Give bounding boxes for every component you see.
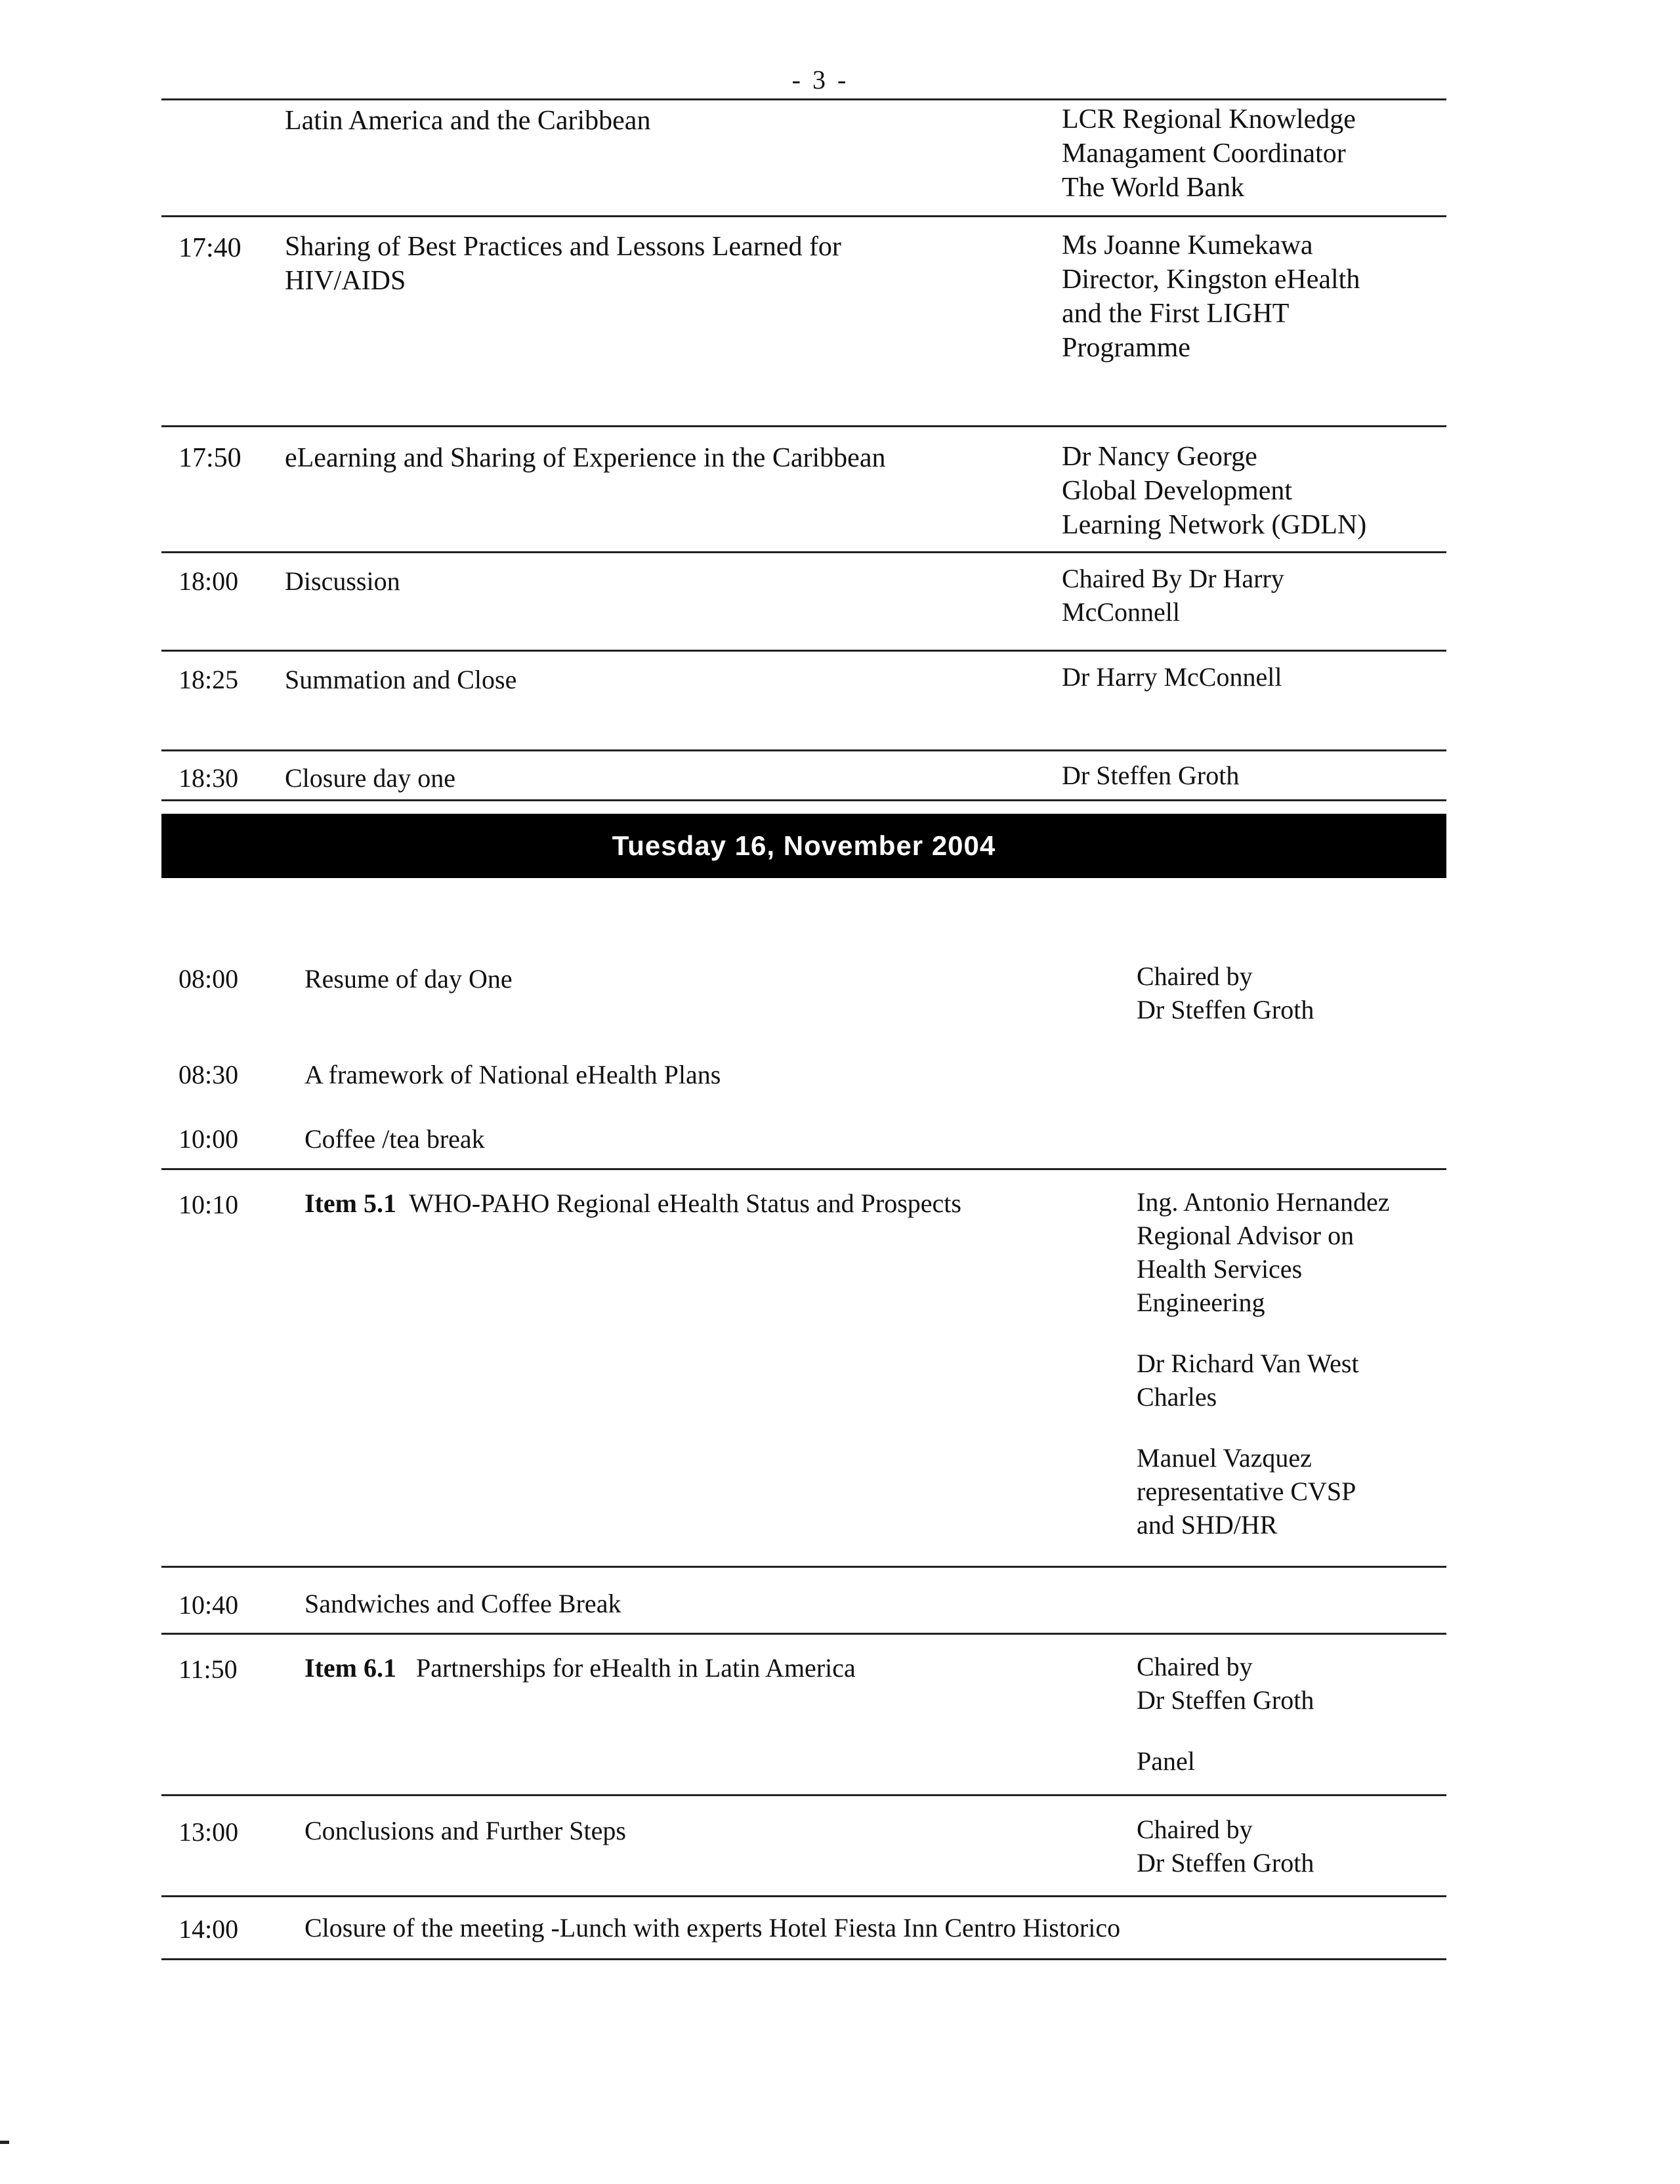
session-time: 10:00 bbox=[178, 1124, 239, 1154]
table-rule bbox=[161, 215, 1446, 217]
session-time: 08:30 bbox=[178, 1060, 239, 1089]
session-speaker: Chaired by Dr Steffen Groth bbox=[1137, 961, 1314, 1024]
session-time: 11:50 bbox=[178, 1654, 238, 1684]
session-speaker: Dr Steffen Groth bbox=[1062, 761, 1240, 790]
table-rule bbox=[161, 551, 1446, 553]
page-number: - 3 - bbox=[791, 65, 849, 94]
session-time: 17:40 bbox=[178, 233, 242, 263]
agenda-item-title: WHO-PAHO Regional eHealth Status and Prospects bbox=[409, 1188, 961, 1218]
scan-mark bbox=[0, 2141, 9, 2144]
table-rule bbox=[161, 1633, 1446, 1635]
session-title: Resume of day One bbox=[304, 964, 513, 994]
session-title: Summation and Close bbox=[285, 665, 517, 694]
table-rule bbox=[161, 749, 1446, 751]
session-time: 18:00 bbox=[178, 566, 239, 596]
session-speaker: Chaired by Dr Steffen Groth bbox=[1137, 1815, 1314, 1878]
table-rule bbox=[161, 1958, 1446, 1960]
session-speaker: Ing. Antonio Hernandez Regional Advisor on Health Services Engineering Dr Richard Van West Charles Manuel Vazquez representative CVSP and SHD/HR bbox=[1137, 1187, 1390, 1540]
session-title: Conclusions and Further Steps bbox=[304, 1816, 626, 1845]
session-time: 10:10 bbox=[178, 1190, 239, 1219]
table-rule bbox=[161, 425, 1446, 427]
session-time: 13:00 bbox=[178, 1817, 239, 1847]
session-speaker: LCR Regional Knowledge Managament Coordinator The World Bank bbox=[1062, 104, 1356, 203]
session-title: eLearning and Sharing of Experience in the Caribbean bbox=[285, 443, 886, 473]
session-title: Closure of the meeting -Lunch with experts Hotel Fiesta Inn Centro Historico bbox=[304, 1913, 1121, 1942]
session-title: A framework of National eHealth Plans bbox=[304, 1060, 721, 1089]
table-rule bbox=[161, 1895, 1446, 1897]
session-time: 18:25 bbox=[178, 665, 239, 694]
table-rule bbox=[161, 1794, 1446, 1796]
session-speaker: Dr Harry McConnell bbox=[1062, 662, 1282, 692]
session-speaker: Dr Nancy George Global Development Learning Network (GDLN) bbox=[1062, 442, 1367, 540]
table-rule bbox=[161, 1168, 1446, 1170]
session-speaker: Chaired By Dr Harry McConnell bbox=[1062, 564, 1284, 627]
session-title bbox=[304, 1186, 961, 1220]
table-rule bbox=[161, 650, 1446, 652]
session-title: Latin America and the Caribbean bbox=[285, 106, 651, 136]
session-time: 08:00 bbox=[178, 964, 239, 994]
agenda-item-title: Partnerships for eHealth in Latin America bbox=[415, 1653, 856, 1683]
session-title: Discussion bbox=[285, 566, 400, 596]
table-rule bbox=[161, 98, 1446, 100]
day-banner: Tuesday 16, November 2004 bbox=[161, 814, 1446, 878]
session-time: 14:00 bbox=[178, 1914, 239, 1944]
table-rule bbox=[161, 1566, 1446, 1568]
session-time: 18:30 bbox=[178, 763, 239, 793]
agenda-item-number: Item 5.1 bbox=[304, 1188, 396, 1218]
session-speaker: Ms Joanne Kumekawa Director, Kingston eHealth and the First LIGHT Programme bbox=[1062, 230, 1360, 363]
session-title: Closure day one bbox=[285, 763, 455, 793]
session-title: Sandwiches and Coffee Break bbox=[304, 1589, 621, 1618]
session-title: Coffee /tea break bbox=[304, 1124, 485, 1154]
table-rule bbox=[161, 799, 1446, 801]
session-time: 10:40 bbox=[178, 1590, 239, 1620]
session-title: Sharing of Best Practices and Lessons Learned for HIV/AIDS bbox=[285, 232, 841, 296]
session-title bbox=[304, 1651, 856, 1685]
agenda-item-number: Item 6.1 bbox=[304, 1653, 396, 1683]
session-speaker: Chaired by Dr Steffen Groth Panel bbox=[1137, 1652, 1314, 1776]
session-time: 17:50 bbox=[178, 443, 242, 473]
